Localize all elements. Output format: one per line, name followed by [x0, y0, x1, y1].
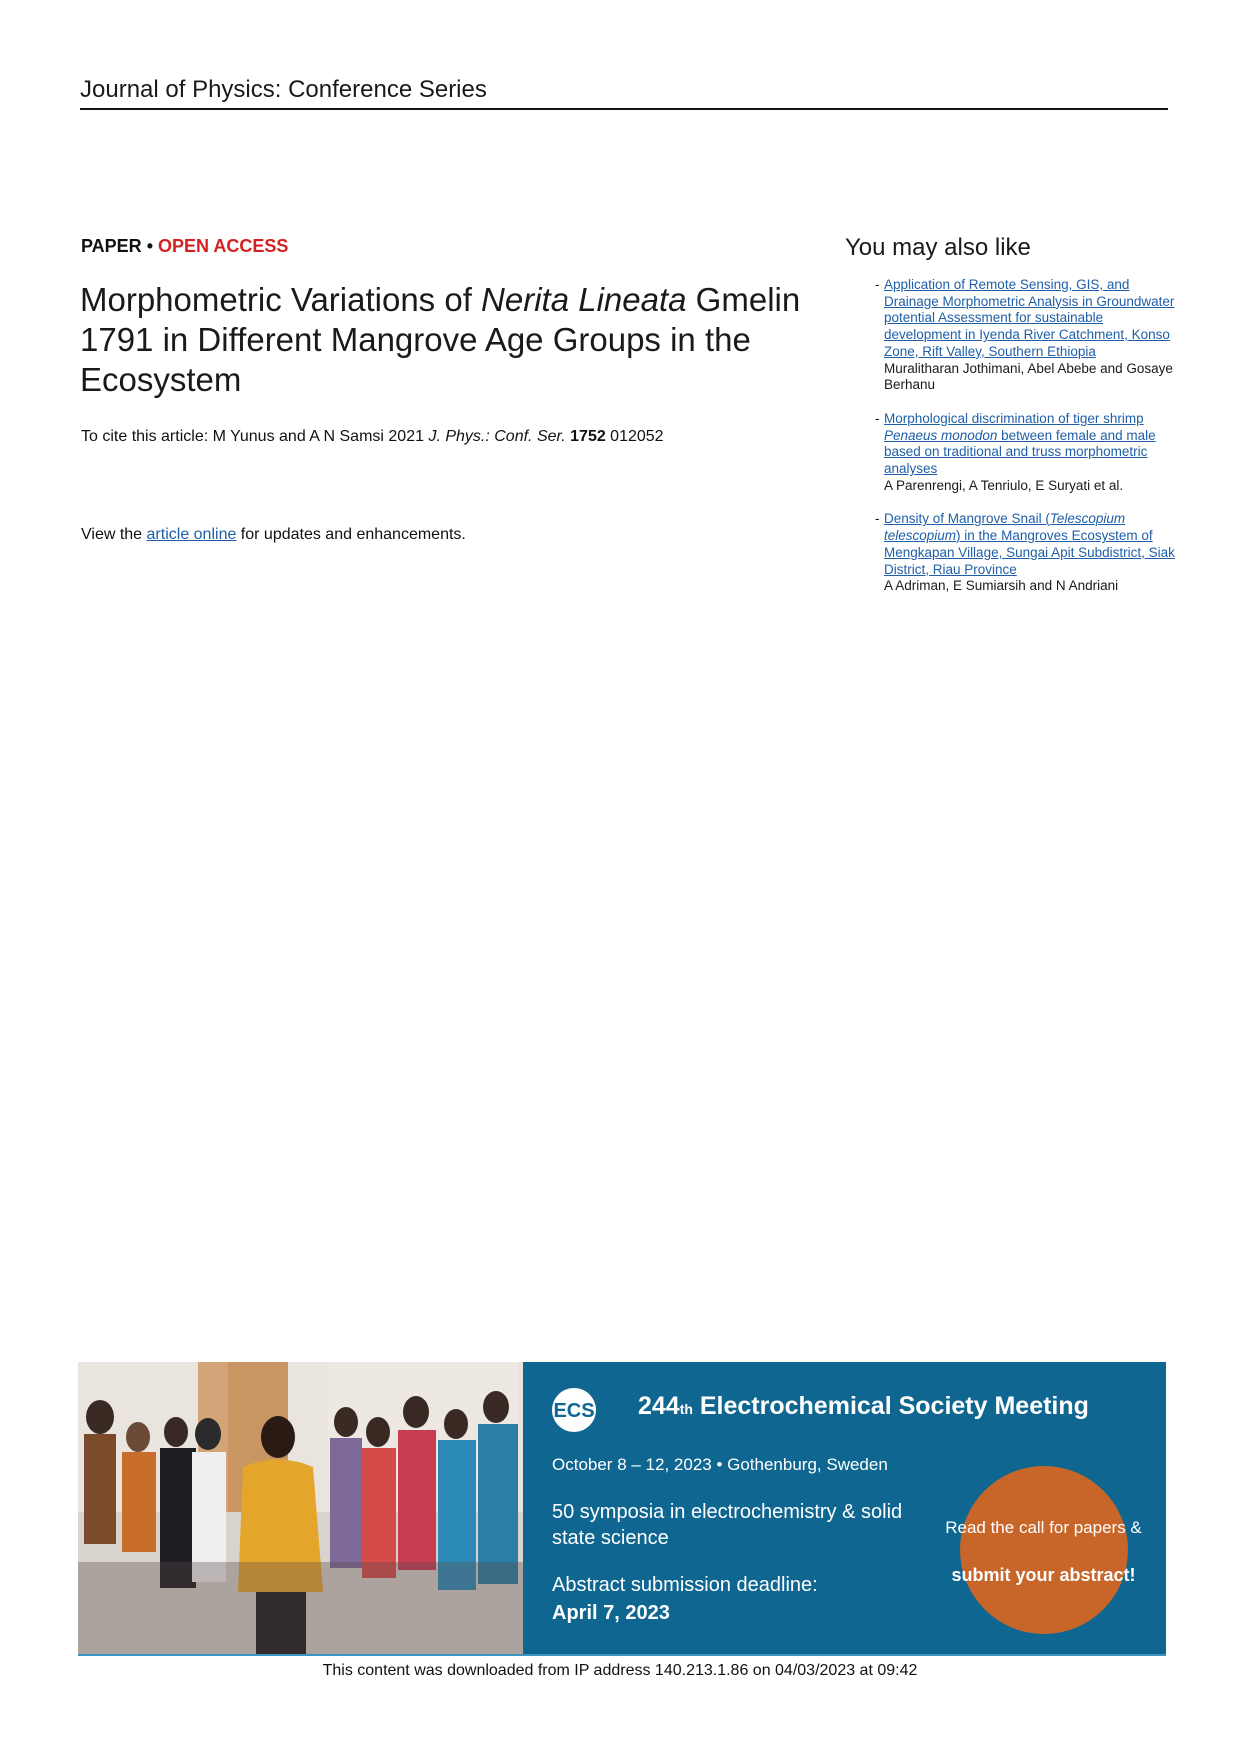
- view-online-note: [81, 526, 466, 544]
- title-text-1: Morphometric Variations of: [80, 281, 482, 318]
- related-authors-1: Muralitharan Jothimani, Abel Abebe and Gosaye Berhanu: [884, 360, 1173, 393]
- conference-crowd-photo: [78, 1362, 523, 1654]
- view-suffix: for updates and enhancements.: [236, 526, 466, 543]
- related-title-3-species: Telescopium telescopium: [884, 511, 1126, 544]
- title-species: Nerita Lineata: [481, 281, 687, 318]
- related-authors-2: A Parenrengi, A Tenriulo, E Suryati et al.: [884, 477, 1124, 493]
- article-title: [80, 280, 840, 400]
- cite-article-number: 012052: [605, 428, 664, 445]
- list-dash: -: [875, 410, 880, 426]
- meeting-name: Electrochemical Society Meeting: [692, 1392, 1089, 1420]
- list-dash: -: [875, 277, 880, 292]
- ecs-logo: [550, 1386, 620, 1434]
- related-articles: [845, 234, 1175, 612]
- ecs-advertisement-banner[interactable]: [78, 1362, 1166, 1656]
- download-footer: This content was downloaded from IP address 140.213.1.86 on 04/03/2023 at 09:42: [322, 1662, 918, 1679]
- cite-volume: 1752: [570, 428, 606, 445]
- meeting-ordinal: th: [679, 1401, 693, 1417]
- deadline-date: April 7, 2023: [552, 1602, 670, 1624]
- symposia-text: 50 symposia in electrochemistry & solid state science: [552, 1501, 903, 1549]
- citation: [81, 428, 664, 446]
- related-item: [845, 277, 1175, 394]
- related-title-2b: between female and male based on traditional and truss morphometric analyses: [884, 427, 1156, 477]
- related-title-2a: Morphological discrimination of tiger shrimp: [884, 410, 1144, 426]
- meeting-dates: October 8 – 12, 2023 • Gothenburg, Sweden: [552, 1455, 888, 1474]
- related-link-2[interactable]: [884, 411, 1156, 476]
- cta-circle[interactable]: [960, 1466, 1128, 1634]
- related-item: [845, 511, 1175, 595]
- view-prefix: View the: [81, 526, 147, 543]
- ecs-logo-text: ECS: [553, 1400, 595, 1422]
- related-link-3[interactable]: [884, 511, 1175, 576]
- related-heading: You may also like: [845, 234, 1031, 261]
- list-dash: -: [875, 511, 880, 527]
- cite-journal: J. Phys.: Conf. Ser.: [428, 428, 566, 445]
- cta-submit-abstract[interactable]: submit your abstract!: [951, 1565, 1136, 1585]
- paper-label: PAPER: [81, 236, 142, 256]
- deadline-label: Abstract submission deadline:: [552, 1574, 818, 1596]
- article-online-link[interactable]: article online: [146, 526, 237, 543]
- related-title-2-species: Penaeus monodon: [884, 427, 998, 443]
- paper-type-label: [81, 236, 288, 257]
- related-title-3b: ) in the Mangroves Ecosystem of Mengkapan Village, Sungai Apit Subdistrict, Siak District, Riau Province: [884, 528, 1175, 577]
- related-link-1[interactable]: Application of Remote Sensing, GIS, and Drainage Morphometric Analysis in Groundwater potential Assessment for sustainable development in Iyenda River Catchment, Konso Zone, Rift Valley, Southern Ethiopia: [884, 277, 1175, 359]
- cite-prefix: To cite this article: M Yunus and A N Samsi 2021: [81, 428, 429, 445]
- open-access-label: OPEN ACCESS: [158, 236, 289, 256]
- related-title-3a: Density of Mangrove Snail (: [884, 511, 1050, 527]
- related-item: [845, 411, 1175, 495]
- journal-header: Journal of Physics: Conference Series: [80, 76, 1168, 110]
- title-text-2: Gmelin 1791 in Different Mangrove Age Groups in the Ecosystem: [80, 281, 801, 398]
- related-authors-3: A Adriman, E Sumiarsih and N Andriani: [884, 578, 1119, 594]
- meeting-number: 244: [638, 1392, 680, 1420]
- separator: •: [141, 236, 158, 256]
- cta-call-for-papers[interactable]: Read the call for papers &: [945, 1518, 1142, 1537]
- meeting-title: [638, 1392, 1089, 1421]
